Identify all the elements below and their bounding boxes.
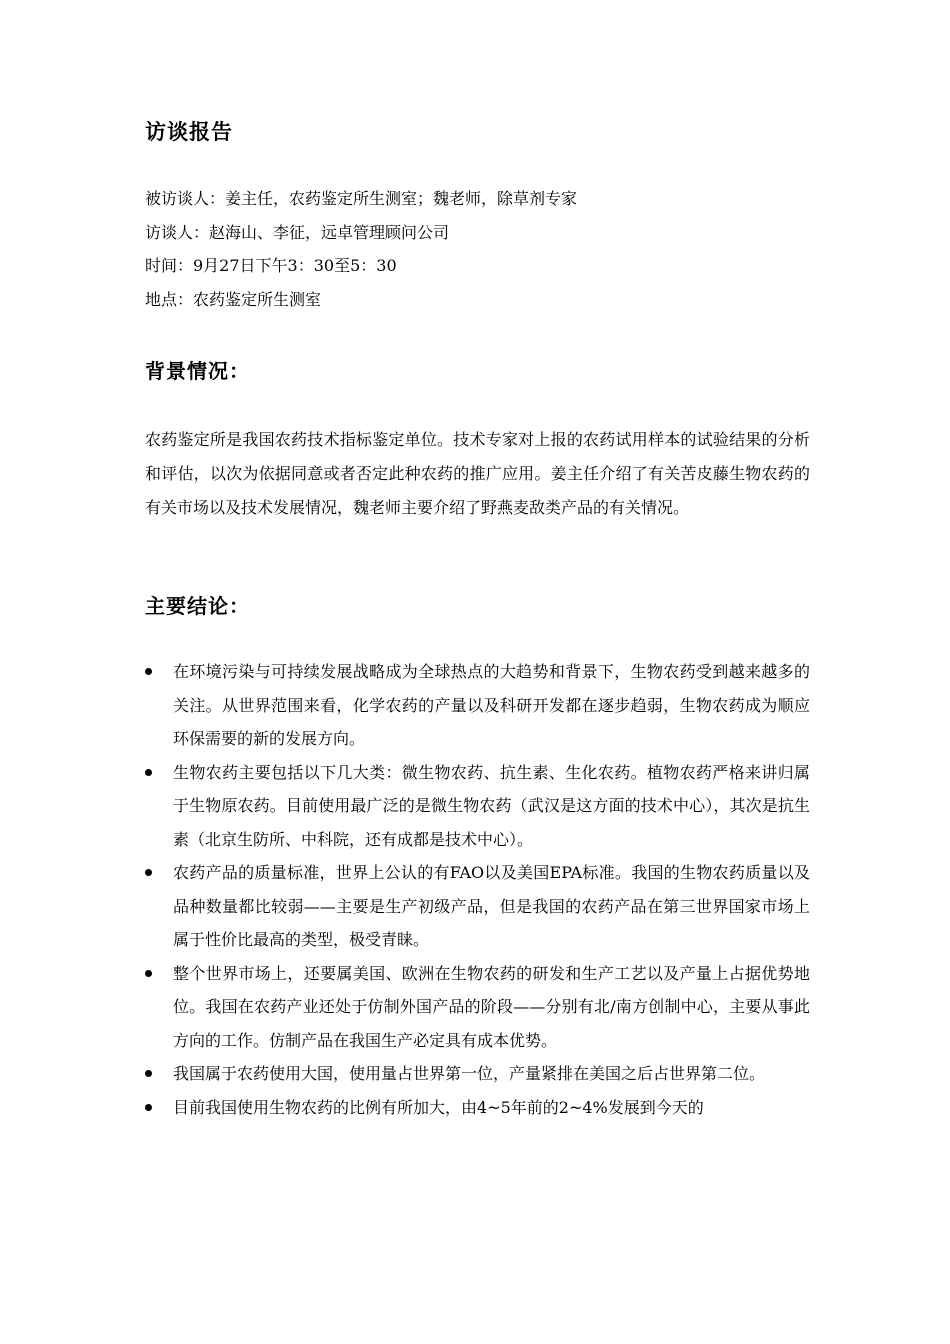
list-item-text: 在环境污染与可持续发展战略成为全球热点的大趋势和背景下，生物农药受到越来越多的关注。从世界范围来看，化学农药的产量以及科研开发都在逐步趋弱，生物农药成为顺应环保需要的新的发展方向。 — [173, 662, 810, 748]
list-item — [145, 655, 810, 756]
bullet-icon — [145, 1070, 152, 1077]
bullet-icon — [145, 668, 152, 675]
bullet-icon — [145, 869, 152, 876]
list-item — [145, 1091, 810, 1125]
background-paragraph: 农药鉴定所是我国农药技术指标鉴定单位。技术专家对上报的农药试用样本的试验结果的分析和评估，以次为依据同意或者否定此种农药的推广应用。姜主任介绍了有关苦皮藤生物农药的有关市场以及技术发展情况，魏老师主要介绍了野燕麦敌类产品的有关情况。 — [145, 430, 810, 517]
bullet-icon — [145, 769, 152, 776]
interviewee-line: 被访谈人：姜主任，农药鉴定所生测室；魏老师，除草剂专家 — [145, 189, 578, 208]
list-item — [145, 957, 810, 1058]
interviewer-line: 访谈人：赵海山、李征，远卓管理顾问公司 — [145, 222, 450, 242]
conclusions-heading: 主要结论： — [145, 594, 250, 618]
time-line: 时间：9月27日下午3：30至5：30 — [145, 256, 397, 275]
list-item-text: 我国属于农药使用大国，使用量占世界第一位，产量紧排在美国之后占世界第二位。 — [173, 1064, 766, 1083]
list-item — [145, 1057, 810, 1091]
interview-meta — [145, 182, 577, 316]
bullet-icon — [145, 1104, 152, 1111]
list-item-text: 农药产品的质量标准，世界上公认的有FAO以及美国EPA标准。我国的生物农药质量以及品种数量都比较弱——主要是生产初级产品，但是我国的农药产品在第三世界国家市场上属于性价比最高的类型，极受青睐。 — [173, 863, 810, 949]
location-line: 地点：农药鉴定所生测室 — [145, 289, 322, 309]
conclusions-list — [145, 655, 810, 1124]
list-item — [145, 756, 810, 857]
list-item-text: 目前我国使用生物农药的比例有所加大，由4~5年前的2~4%发展到今天的 — [173, 1097, 704, 1117]
list-item — [145, 856, 810, 957]
bullet-icon — [145, 970, 152, 977]
list-item-text: 整个世界市场上，还要属美国、欧洲在生物农药的研发和生产工艺以及产量上占据优势地位。我国在农药产业还处于仿制外国产品的阶段——分别有北/南方创制中心，主要从事此方向的工作。仿制产品在我国生产必定具有成本优势。 — [173, 963, 810, 1050]
list-item-text: 生物农药主要包括以下几大类：微生物农药、抗生素、生化农药。植物农药严格来讲归属于生物原农药。目前使用最广泛的是微生物农药（武汉是这方面的技术中心），其次是抗生素（北京生防所、中科院，还有成都是技术中心）。 — [173, 762, 810, 849]
background-heading: 背景情况： — [145, 359, 250, 383]
page-title: 访谈报告 — [145, 120, 233, 144]
